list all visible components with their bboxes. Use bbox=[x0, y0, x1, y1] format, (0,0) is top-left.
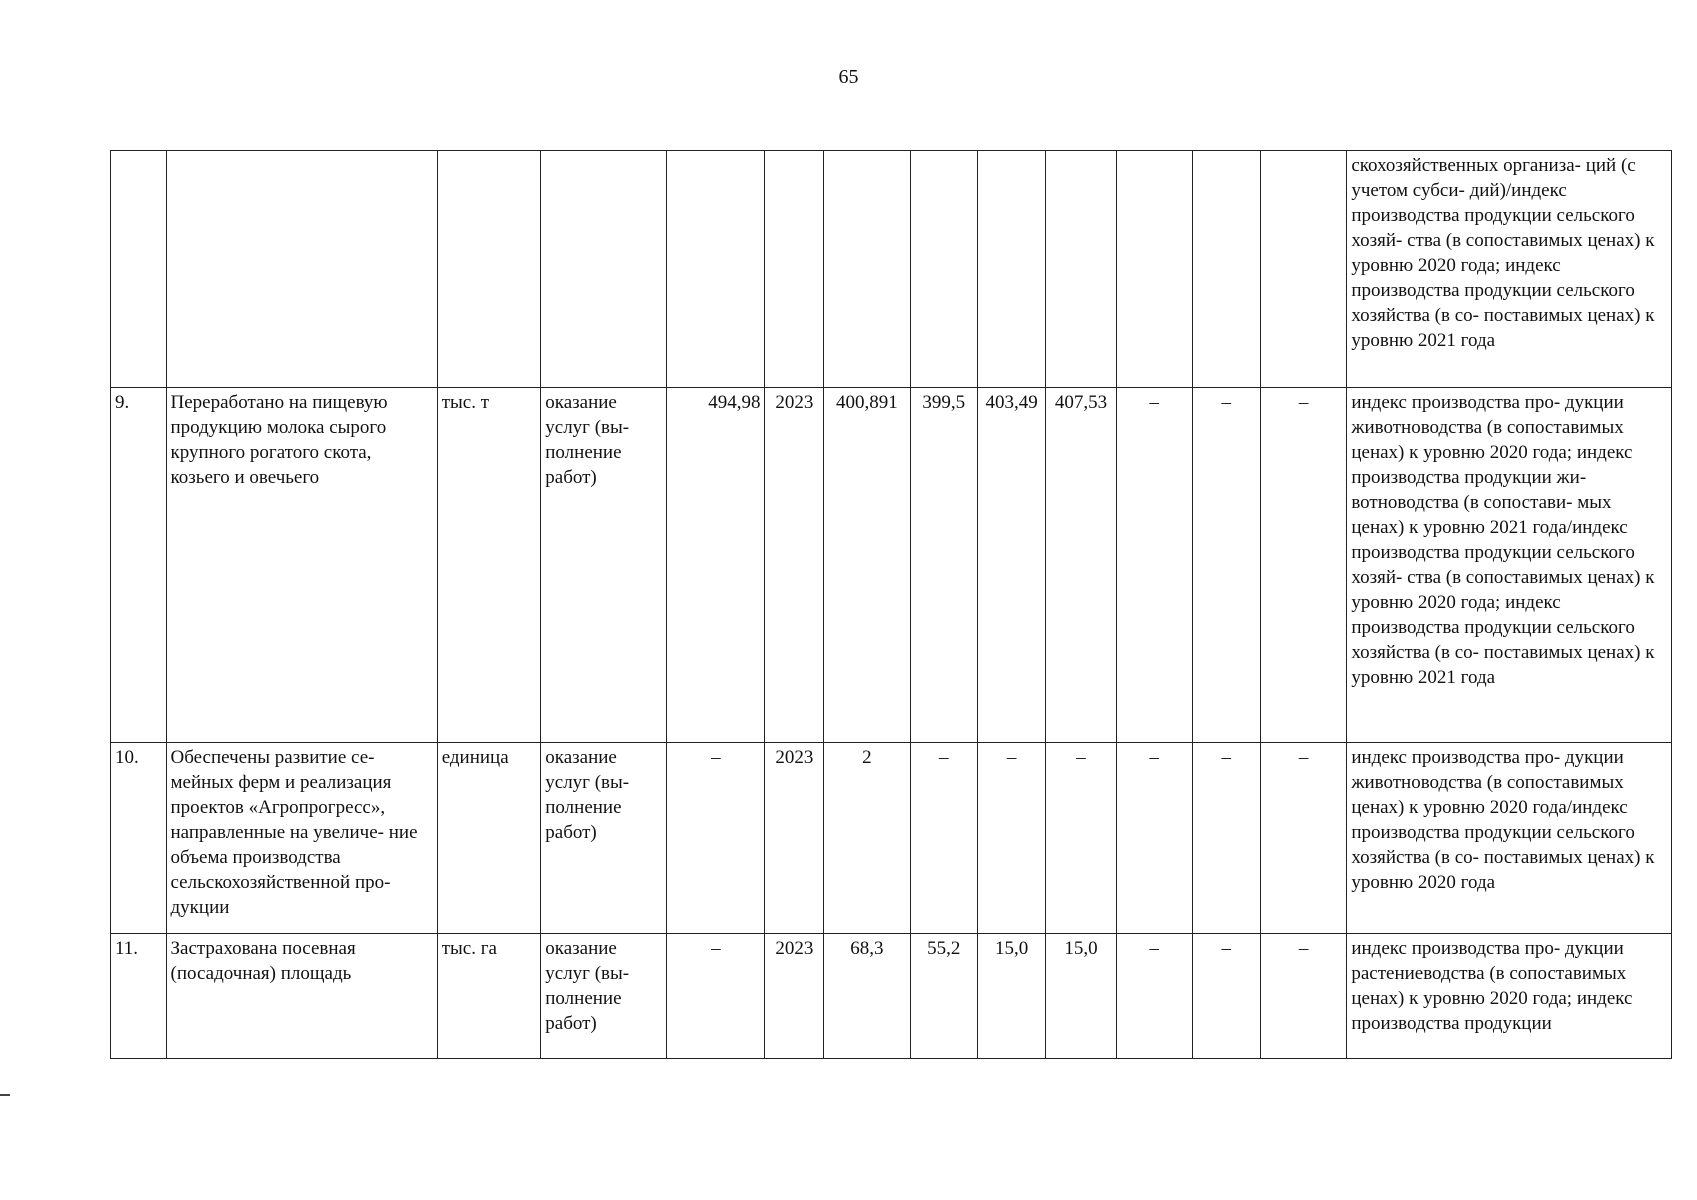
cell-v7 bbox=[1260, 151, 1346, 388]
cell-no: 10. bbox=[111, 743, 167, 934]
scan-mark bbox=[0, 1094, 10, 1096]
cell-note: индекс производства про- дукции животноводства (в сопоставимых ценах) к уровню 2020 года; индекс производства продукции жи- вотноводства (в сопостави- мых ценах) к уровню 2021 года/индекс производства продукции сельского хозяй- ства (в сопоставимых ценах) к уровню 2020 года; индекс производства продукции сельского хозяйства (в со- поставимых ценах) к уровню 2021 года bbox=[1347, 388, 1672, 743]
cell-v7: – bbox=[1260, 934, 1346, 1059]
cell-note: индекс производства про- дукции растениеводства (в сопоставимых ценах) к уровню 2020 года; индекс производства продукции bbox=[1347, 934, 1672, 1059]
cell-type: оказание услуг (вы- полнение работ) bbox=[541, 388, 667, 743]
cell-no: 11. bbox=[111, 934, 167, 1059]
cell-v5: – bbox=[1116, 743, 1192, 934]
cell-base-year: 2023 bbox=[765, 743, 824, 934]
cell-v6: – bbox=[1192, 388, 1260, 743]
cell-v2 bbox=[910, 151, 977, 388]
indicators-table bbox=[110, 150, 1672, 1059]
table-row-continuation bbox=[111, 151, 1672, 388]
cell-v5: – bbox=[1116, 388, 1192, 743]
cell-unit bbox=[437, 151, 541, 388]
cell-base-value: 494,98 bbox=[667, 388, 765, 743]
cell-note: скохозяйственных организа- ций (с учетом субси- дий)/индекс производства продукции сельского хозяй- ства (в сопоставимых ценах) к уровню 2020 года; индекс производства продукции сельского хозяйства (в со- поставимых ценах) к уровню 2021 года bbox=[1347, 151, 1672, 388]
cell-v1: 2 bbox=[824, 743, 910, 934]
table-row bbox=[111, 388, 1672, 743]
table-row bbox=[111, 743, 1672, 934]
cell-v4: 15,0 bbox=[1046, 934, 1116, 1059]
cell-note: индекс производства про- дукции животноводства (в сопоставимых ценах) к уровню 2020 года/индекс производства продукции сельского хозяйства (в со- поставимых ценах) к уровню 2020 года bbox=[1347, 743, 1672, 934]
cell-v2: 55,2 bbox=[910, 934, 977, 1059]
cell-unit: единица bbox=[437, 743, 541, 934]
cell-v4: 407,53 bbox=[1046, 388, 1116, 743]
cell-base-value bbox=[667, 151, 765, 388]
cell-v7: – bbox=[1260, 743, 1346, 934]
cell-v4: – bbox=[1046, 743, 1116, 934]
cell-name bbox=[166, 151, 437, 388]
cell-v1: 68,3 bbox=[824, 934, 910, 1059]
cell-name: Переработано на пищевую продукцию молока сырого крупного рогатого скота, козьего и овечьего bbox=[166, 388, 437, 743]
cell-v2: – bbox=[910, 743, 977, 934]
table-row bbox=[111, 934, 1672, 1059]
cell-v1: 400,891 bbox=[824, 388, 910, 743]
cell-v6: – bbox=[1192, 934, 1260, 1059]
cell-no: 9. bbox=[111, 388, 167, 743]
cell-v3: – bbox=[977, 743, 1045, 934]
cell-v6: – bbox=[1192, 743, 1260, 934]
cell-type bbox=[541, 151, 667, 388]
cell-base-value: – bbox=[667, 743, 765, 934]
cell-v5: – bbox=[1116, 934, 1192, 1059]
cell-unit: тыс. га bbox=[437, 934, 541, 1059]
cell-base-year bbox=[765, 151, 824, 388]
cell-name: Обеспечены развитие се- мейных ферм и реализация проектов «Агропрогресс», направленные на увеличе- ние объема производства сельскохозяйственной про- дукции bbox=[166, 743, 437, 934]
cell-type: оказание услуг (вы- полнение работ) bbox=[541, 743, 667, 934]
cell-v6 bbox=[1192, 151, 1260, 388]
cell-v7: – bbox=[1260, 388, 1346, 743]
cell-v1 bbox=[824, 151, 910, 388]
cell-type: оказание услуг (вы- полнение работ) bbox=[541, 934, 667, 1059]
cell-v2: 399,5 bbox=[910, 388, 977, 743]
cell-name: Застрахована посевная (посадочная) площадь bbox=[166, 934, 437, 1059]
cell-v3 bbox=[977, 151, 1045, 388]
cell-v3: 403,49 bbox=[977, 388, 1045, 743]
cell-unit: тыс. т bbox=[437, 388, 541, 743]
cell-v5 bbox=[1116, 151, 1192, 388]
cell-base-year: 2023 bbox=[765, 934, 824, 1059]
cell-base-year: 2023 bbox=[765, 388, 824, 743]
cell-base-value: – bbox=[667, 934, 765, 1059]
cell-v3: 15,0 bbox=[977, 934, 1045, 1059]
page-number: 65 bbox=[838, 66, 859, 88]
cell-no bbox=[111, 151, 167, 388]
cell-v4 bbox=[1046, 151, 1116, 388]
